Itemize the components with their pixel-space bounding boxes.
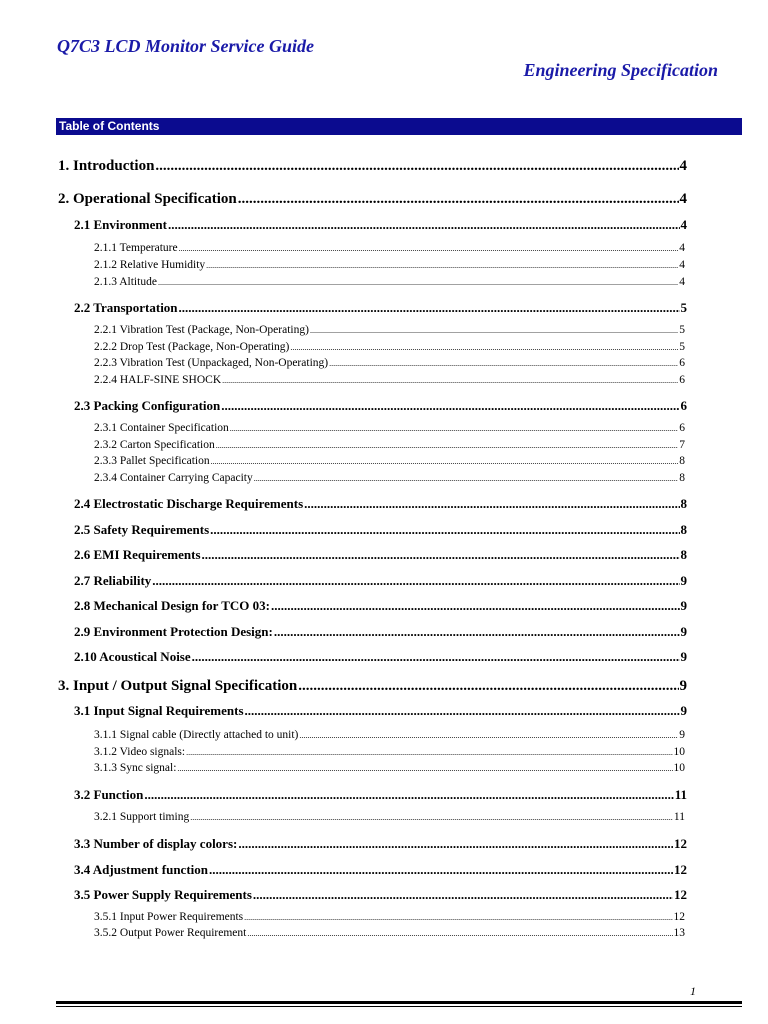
toc-entry-level-3[interactable]: [94, 762, 685, 774]
toc-entry-page: 9: [679, 729, 685, 741]
toc-leader-dots: [221, 398, 679, 414]
toc-entry-level-2[interactable]: [74, 547, 687, 563]
toc-leader-dots: [144, 787, 673, 803]
toc-entry-title: 3.5.1 Input Power Requirements: [94, 911, 244, 923]
toc-leader-dots: [290, 343, 678, 352]
toc-leader-dots: [186, 748, 672, 757]
toc-entry-level-2[interactable]: [74, 836, 687, 852]
toc-heading: Table of Contents: [59, 119, 160, 133]
toc-entry-page: 8: [679, 472, 685, 484]
toc-entry-level-3[interactable]: [94, 422, 685, 434]
toc-entry-title: 3.5 Power Supply Requirements: [74, 887, 252, 902]
toc-entry-page: 12: [674, 887, 687, 902]
toc-entry-level-2[interactable]: [74, 703, 687, 719]
toc-entry-title: 1. Introduction: [58, 158, 155, 174]
toc-entry-page: 8: [680, 547, 687, 562]
toc-entry-page: 9: [680, 703, 687, 718]
toc-entry-title: 2.10 Acoustical Noise: [74, 649, 191, 664]
toc-entry-page: 11: [674, 787, 687, 802]
toc-leader-dots: [210, 522, 679, 538]
toc-entry-page: 9: [679, 678, 687, 694]
toc-entry-page: 12: [673, 911, 685, 923]
toc-leader-dots: [247, 929, 672, 938]
toc-entry-title: 2.3.2 Carton Specification: [94, 439, 215, 451]
toc-leader-dots: [298, 678, 678, 695]
toc-entry-page: 10: [673, 762, 685, 774]
toc-entry-page: 10: [673, 746, 685, 758]
toc-leader-dots: [230, 424, 678, 433]
toc-entry-level-2[interactable]: [74, 522, 687, 538]
toc-leader-dots: [206, 261, 678, 270]
toc-entry-page: 13: [673, 927, 685, 939]
toc-entry-page: 8: [680, 496, 687, 511]
toc-entry-title: 2.2.2 Drop Test (Package, Non-Operating): [94, 341, 290, 353]
toc-entry-level-3[interactable]: [94, 242, 685, 254]
toc-leader-dots: [158, 278, 678, 287]
toc-entry-page: 6: [680, 398, 687, 413]
document-title: Q7C3 LCD Monitor Service Guide: [57, 36, 315, 56]
toc-leader-dots: [192, 649, 680, 665]
toc-entry-page: 5: [679, 324, 685, 336]
toc-entry-level-3[interactable]: [94, 811, 685, 823]
toc-entry-title: 2.2 Transportation: [74, 300, 178, 315]
toc-entry-title: 2.1.1 Temperature: [94, 242, 178, 254]
toc-leader-dots: [310, 326, 678, 335]
toc-entry-page: 4: [679, 259, 685, 271]
toc-entry-level-2[interactable]: [74, 398, 687, 414]
toc-entry-title: 3.1.3 Sync signal:: [94, 762, 177, 774]
toc-entry-page: 9: [680, 573, 687, 588]
toc-leader-dots: [299, 731, 678, 740]
toc-leader-dots: [329, 359, 678, 368]
toc-leader-dots: [238, 836, 673, 852]
toc-entry-level-3[interactable]: [94, 472, 685, 484]
toc-entry-page: 12: [674, 862, 687, 877]
toc-entry-page: 4: [679, 276, 685, 288]
toc-leader-dots: [271, 598, 680, 614]
toc-entry-title: 2.7 Reliability: [74, 573, 152, 588]
toc-entry-title: 3.1 Input Signal Requirements: [74, 703, 244, 718]
toc-leader-dots: [238, 191, 679, 208]
toc-entry-title: 3.2.1 Support timing: [94, 811, 190, 823]
toc-entry-title: 2.6 EMI Requirements: [74, 547, 201, 562]
toc-leader-dots: [216, 441, 679, 450]
toc-entry-title: 3.2 Function: [74, 787, 144, 802]
toc-leader-dots: [152, 573, 679, 589]
toc-leader-dots: [304, 496, 679, 512]
toc-entry-level-2[interactable]: [74, 217, 687, 233]
toc-entry-title: 2.3.3 Pallet Specification: [94, 455, 210, 467]
toc-entry-page: 4: [679, 191, 687, 207]
toc-entry-page: 9: [680, 624, 687, 639]
toc-entry-title: 2.4 Electrostatic Discharge Requirements: [74, 496, 304, 511]
toc-leader-dots: [177, 764, 672, 773]
toc-entry-page: 5: [679, 341, 685, 353]
toc-entry-page: 4: [679, 158, 687, 174]
document-subtitle: Engineering Specification: [523, 60, 718, 80]
toc-entry-title: 2.9 Environment Protection Design:: [74, 624, 273, 639]
toc-entry-level-3[interactable]: [94, 927, 685, 939]
toc-entry-title: 3.1.1 Signal cable (Directly attached to unit): [94, 729, 299, 741]
toc-entry-level-3[interactable]: [94, 276, 685, 288]
toc-entry-level-3[interactable]: [94, 729, 685, 741]
toc-entry-level-3[interactable]: [94, 746, 685, 758]
toc-entry-level-2[interactable]: [74, 887, 687, 903]
toc-entry-title: 2. Operational Specification: [58, 191, 237, 207]
toc-leader-dots: [190, 813, 673, 822]
toc-entry-title: 2.1.3 Altitude: [94, 276, 157, 288]
toc-leader-dots: [211, 457, 679, 466]
toc-leader-dots: [155, 158, 678, 175]
toc-entry-level-2[interactable]: [74, 598, 687, 614]
toc-entry-page: 12: [674, 836, 687, 851]
toc-entry-level-2[interactable]: [74, 300, 687, 316]
toc-entry-level-3[interactable]: [94, 911, 685, 923]
toc-entry-page: 7: [679, 439, 685, 451]
toc-entry-page: 8: [679, 455, 685, 467]
toc-leader-dots: [168, 217, 680, 233]
toc-entry-title: 3. Input / Output Signal Specification: [58, 678, 298, 694]
toc-entry-page: 9: [680, 649, 687, 664]
toc-entry-title: 2.8 Mechanical Design for TCO 03:: [74, 598, 270, 613]
toc-entry-level-3[interactable]: [94, 439, 685, 451]
toc-leader-dots: [244, 913, 672, 922]
toc-entry-page: 6: [679, 357, 685, 369]
toc-leader-dots: [253, 887, 673, 903]
toc-entry-page: 6: [679, 374, 685, 386]
toc-entry-level-2[interactable]: [74, 649, 687, 665]
toc-entry-title: 3.1.2 Video signals:: [94, 746, 186, 758]
toc-entry-title: 2.3.1 Container Specification: [94, 422, 229, 434]
toc-entry-title: 3.3 Number of display colors:: [74, 836, 238, 851]
toc-entry-page: 8: [680, 522, 687, 537]
toc-entry-title: 2.3.4 Container Carrying Capacity: [94, 472, 253, 484]
toc-entry-page: 5: [680, 300, 687, 315]
page-number: 1: [690, 984, 696, 998]
toc-leader-dots: [254, 474, 679, 483]
footer-rule-thin: [56, 1006, 742, 1007]
toc-entry-level-1[interactable]: [58, 678, 687, 695]
toc-entry-title: 3.5.2 Output Power Requirement: [94, 927, 247, 939]
toc-entry-level-3[interactable]: [94, 324, 685, 336]
toc-leader-dots: [179, 244, 679, 253]
toc-entry-level-3[interactable]: [94, 341, 685, 353]
toc-entry-level-2[interactable]: [74, 787, 687, 803]
toc-entry-level-2[interactable]: [74, 573, 687, 589]
toc-entry-title: 2.2.1 Vibration Test (Package, Non-Operating): [94, 324, 309, 336]
toc-entry-level-2[interactable]: [74, 496, 687, 512]
toc-entry-level-2[interactable]: [74, 624, 687, 640]
toc-entry-level-1[interactable]: [58, 191, 687, 208]
toc-entry-level-2[interactable]: [74, 862, 687, 878]
toc-leader-dots: [274, 624, 680, 640]
toc-heading-bar: [56, 118, 742, 135]
toc-entry-title: 2.2.4 HALF-SINE SHOCK: [94, 374, 222, 386]
toc-entry-page: 9: [680, 598, 687, 613]
toc-entry-level-1[interactable]: [58, 158, 687, 175]
toc-leader-dots: [202, 547, 680, 563]
toc-entry-level-3[interactable]: [94, 374, 685, 386]
toc-entry-page: 4: [680, 217, 687, 232]
toc-entry-level-3[interactable]: [94, 455, 685, 467]
toc-leader-dots: [209, 862, 673, 878]
toc-entry-title: 2.2.3 Vibration Test (Unpackaged, Non-Operating): [94, 357, 329, 369]
toc-entry-title: 2.1.2 Relative Humidity: [94, 259, 206, 271]
toc-entry-title: 2.3 Packing Configuration: [74, 398, 221, 413]
toc-entry-title: 2.1 Environment: [74, 217, 167, 232]
toc-entry-level-3[interactable]: [94, 357, 685, 369]
toc-entry-page: 6: [679, 422, 685, 434]
toc-entry-page: 11: [673, 811, 685, 823]
toc-leader-dots: [222, 376, 678, 385]
toc-entry-title: 2.5 Safety Requirements: [74, 522, 210, 537]
toc-entry-level-3[interactable]: [94, 259, 685, 271]
toc-leader-dots: [245, 703, 680, 719]
footer-rule: [56, 1001, 742, 1004]
toc-entry-page: 4: [679, 242, 685, 254]
toc-leader-dots: [179, 300, 680, 316]
toc-entry-title: 3.4 Adjustment function: [74, 862, 208, 877]
